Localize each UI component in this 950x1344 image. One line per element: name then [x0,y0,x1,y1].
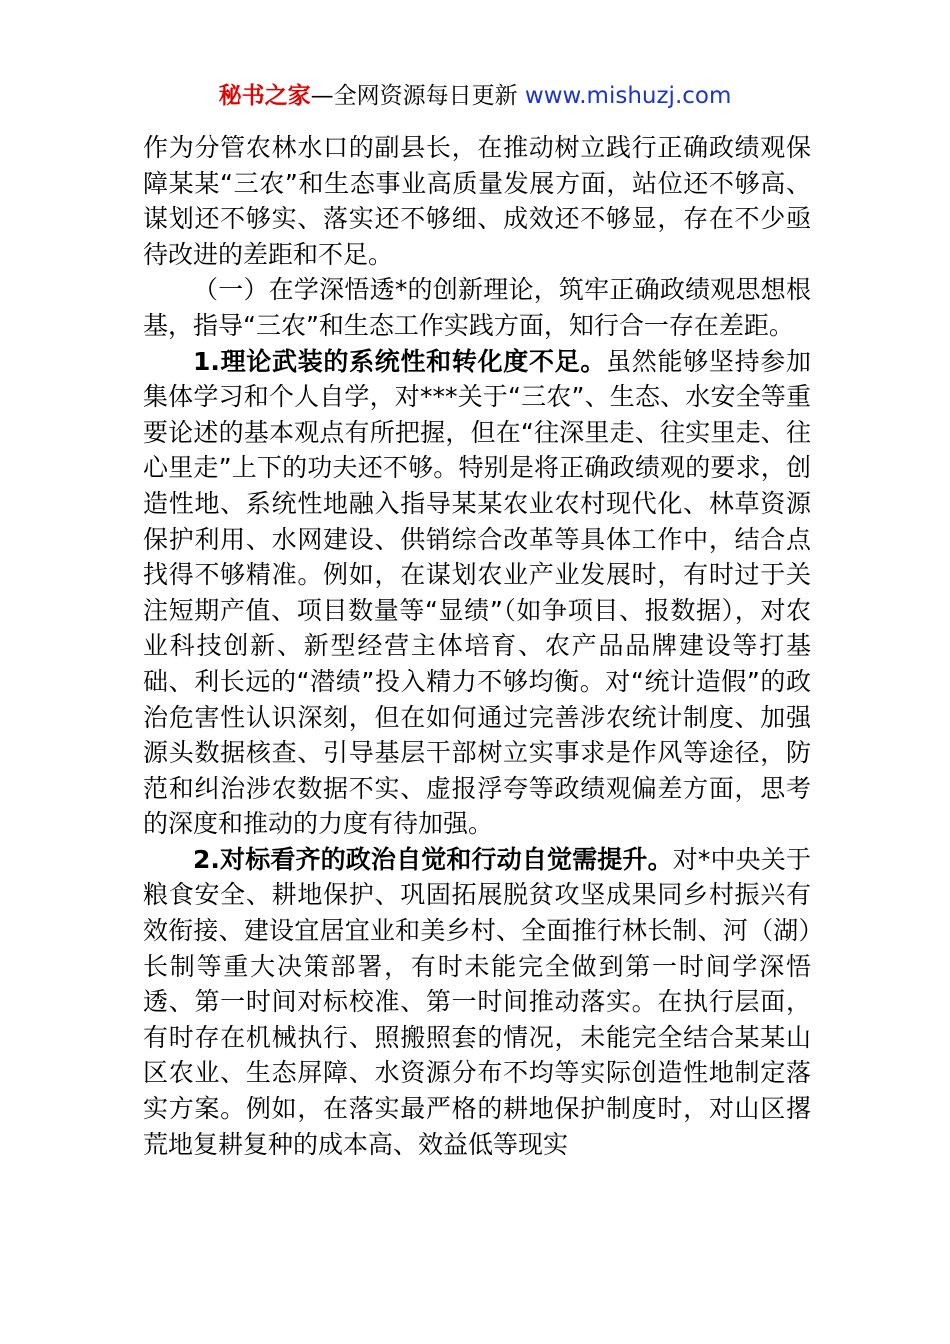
intro-paragraph: 作为分管农林水口的副县长，在推动树立践行正确政绩观保障某某“三农”和生态事业高质量发展方面，站位还不够高、谋划还不够实、落实还不够细、成效还不够显，存在不少亟待改进的差距和不足。 [143,133,811,269]
document-body [143,130,811,1162]
item-title-1: 1.理论武装的系统性和转化度不足。 [193,346,607,376]
section-heading-1: （一）在学深悟透*的创新理论，筑牢正确政绩观思想根基，指导“三农”和生态工作实践方面，知行合一存在差距。 [143,275,811,340]
item-paragraph-1 [143,344,811,842]
site-tagline: —全网资源每日更新 [310,83,525,109]
watermark-header [0,80,950,112]
item-text-1: 虽然能够坚持参加集体学习和个人自学，对***关于“三农”、生态、水安全等重要论述的基本观点有所把握，但在“往深里走、往实里走、往心里走”上下的功夫还不够。特别是将正确政绩观的要求，创造性地、系统性地融入指导某某农业农村现代化、林草资源保护利用、水网建设、供销综合改革等具体工作中，结合点找得不够精准。例如，在谋划农业产业发展时，有时过于关注短期产值、项目数量等“显绩”（如争项目、报数据），对农业科技创新、新型经营主体培育、农产品品牌建设等打基础、利长远的“潜绩”投入精力不够均衡。对“统计造假”的政治危害性认识深刻，但在如何通过完善涉农统计制度、加强源头数据核查、引导基层干部树立实事求是作风等途径，防范和纠治涉农数据不实、虚报浮夸等政绩观偏差方面，思考的深度和推动的力度有待加强。 [143,346,811,839]
site-brand: 秘书之家 [218,83,311,109]
site-url[interactable]: www.mishuzj.com [524,83,732,109]
item-text-2: 对*中央关于粮食安全、耕地保护、巩固拓展脱贫攻坚成果同乡村振兴有效衔接、建设宜居宜业和美乡村、全面推行林长制、河（湖）长制等重大决策部署，有时未能完全做到第一时间学深悟透、第一时间对标校准、第一时间推动落实。在执行层面，有时存在机械执行、照搬照套的情况，未能完全结合某某山区农业、生态屏障、水资源分布不均等实际创造性地制定落实方案。例如，在落实最严格的耕地保护制度时，对山区撂荒地复耕复种的成本高、效益低等现实 [143,844,811,1159]
item-title-2: 2.对标看齐的政治自觉和行动自觉需提升。 [193,844,673,874]
item-paragraph-2 [143,842,811,1162]
